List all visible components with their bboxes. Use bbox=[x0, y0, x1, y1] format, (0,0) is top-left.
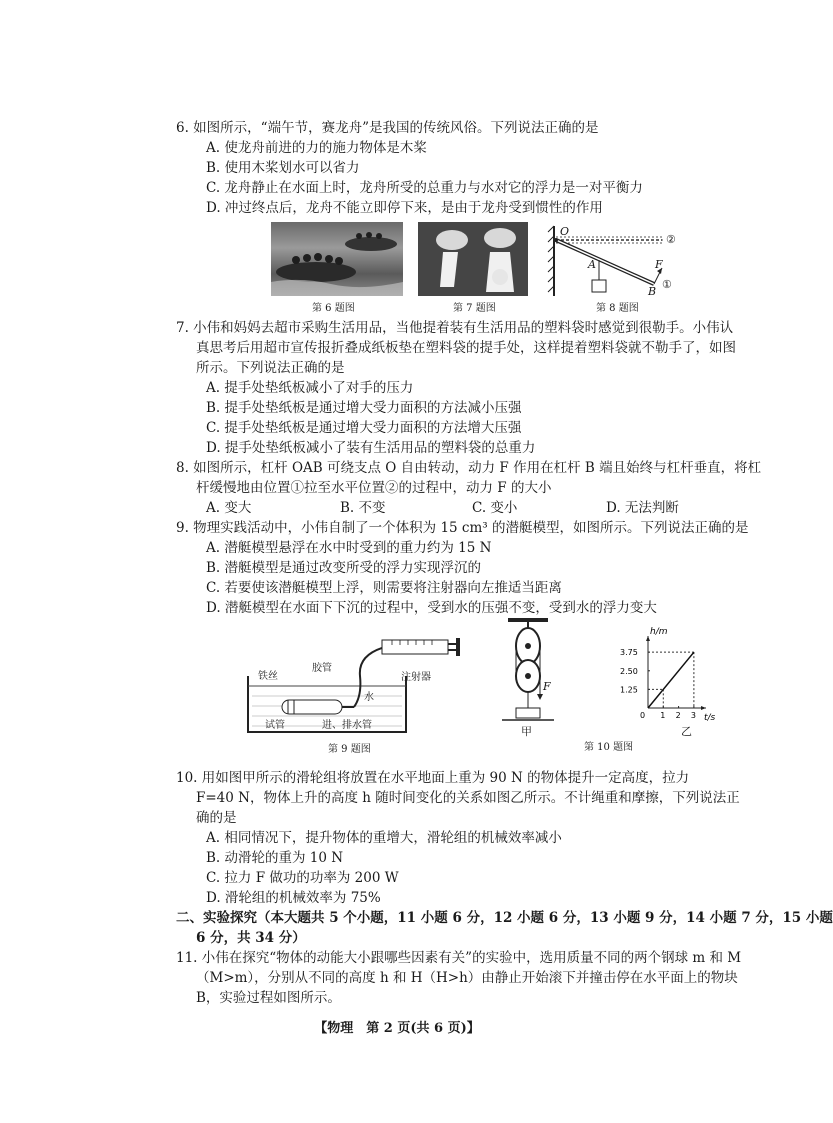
q7-stem-line-3: 所示。下列说法正确的是 bbox=[196, 360, 345, 376]
q7-stem-line-1: 7. 小伟和妈妈去超市采购生活用品，当他提着装有生活用品的塑料袋时感觉到很勒手。小伟认 bbox=[176, 320, 734, 336]
fig9-label-wire: 铁丝 bbox=[258, 671, 278, 682]
q8-option-c: C. 变小 bbox=[472, 500, 518, 516]
x-tick-label: 0 bbox=[640, 711, 646, 720]
fig9-label-pipe: 进、排水管 bbox=[322, 720, 372, 731]
q9-option-c: C. 若要使该潜艇模型上浮，则需要将注射器向左推适当距离 bbox=[206, 580, 562, 596]
x-tick-label: 3 bbox=[690, 711, 696, 720]
page-footer: 【物理 第 2 页(共 6 页)】 bbox=[314, 1021, 480, 1036]
q11-stem-line-1: 11. 小伟在探究“物体的动能大小跟哪些因素有关”的实验中，选用质量不同的两个钢球 m 和 M bbox=[176, 950, 742, 966]
q10-option-d: D. 滑轮组的机械效率为 75% bbox=[206, 890, 381, 906]
q7-option-a: A. 提手处垫纸板减小了对手的压力 bbox=[206, 380, 414, 396]
fig10-label-jia: 甲 bbox=[521, 725, 532, 738]
q6-stem: 6. 如图所示，“端午节，赛龙舟”是我国的传统风俗。下列说法正确的是 bbox=[176, 120, 599, 136]
fig9-label-tube: 胶管 bbox=[312, 663, 332, 674]
paper-bag-image bbox=[418, 222, 528, 296]
y-axis-label: h/m bbox=[650, 627, 668, 637]
section2-heading-line-1: 二、实验探究（本大题共 5 个小题，11 小题 6 分，12 小题 6 分，13 小题 9 分，14 小题 7 分，15 小题 bbox=[176, 910, 833, 926]
q6-option-a: A. 使龙舟前进的力的施力物体是木桨 bbox=[206, 140, 427, 156]
fig6-caption: 第 6 题图 bbox=[312, 303, 355, 314]
q10-stem-line-3: 确的是 bbox=[196, 810, 237, 826]
x-tick-label: 1 bbox=[660, 711, 666, 720]
height-time-chart-svg bbox=[614, 626, 714, 724]
fig10-caption: 第 10 题图 bbox=[584, 742, 634, 753]
q10-stem-line-2: F=40 N，物体上升的高度 h 随时间变化的关系如图乙所示。不计绳重和摩擦，下列说法正 bbox=[196, 790, 740, 806]
q8-option-d: D. 无法判断 bbox=[606, 500, 679, 516]
dragon-boat-photo bbox=[271, 222, 403, 296]
series-line bbox=[648, 652, 694, 708]
q11-stem-line-3: B，实验过程如图所示。 bbox=[196, 990, 341, 1006]
x-tick-label: 2 bbox=[675, 711, 681, 720]
q9-option-b: B. 潜艇模型是通过改变所受的浮力实现浮沉的 bbox=[206, 560, 482, 576]
q10-option-c: C. 拉力 F 做功的功率为 200 W bbox=[206, 870, 399, 886]
q8-option-b: B. 不变 bbox=[340, 500, 386, 516]
q7-option-d: D. 提手处垫纸板减小了装有生活用品的塑料袋的总重力 bbox=[206, 440, 536, 456]
q8-stem-line-2: 杆缓慢地由位置①拉至水平位置②的过程中，动力 F 的大小 bbox=[196, 480, 552, 496]
pulley-diagram bbox=[502, 618, 554, 724]
fig7-caption: 第 7 题图 bbox=[453, 303, 496, 314]
section2-heading-line-2: 6 分，共 34 分） bbox=[196, 930, 306, 946]
lever-label-b: B bbox=[648, 285, 657, 298]
dragon-boat-image bbox=[271, 222, 403, 296]
fig9-label-syringe: 注射器 bbox=[401, 672, 431, 683]
q7-option-b: B. 提手处垫纸板是通过增大受力面积的方法减小压强 bbox=[206, 400, 522, 416]
y-tick-label: 3.75 bbox=[620, 648, 638, 658]
q7-option-c: C. 提手处垫纸板是通过增大受力面积的方法增大压强 bbox=[206, 420, 522, 436]
height-time-chart bbox=[614, 626, 714, 724]
lever-position-2: ② bbox=[666, 233, 676, 246]
x-axis-label: t/s bbox=[704, 713, 716, 723]
q9-option-d: D. 潜艇模型在水面下下沉的过程中，受到水的压强不变，受到水的浮力变大 bbox=[206, 600, 657, 616]
fig9-caption: 第 9 题图 bbox=[328, 744, 371, 755]
pulley-figure bbox=[502, 618, 554, 724]
q6-option-c: C. 龙舟静止在水面上时，龙舟所受的总重力与水对它的浮力是一对平衡力 bbox=[206, 180, 643, 196]
q8-option-a: A. 变大 bbox=[206, 500, 252, 516]
fig9-label-water: 水 bbox=[364, 692, 374, 703]
fig8-caption: 第 8 题图 bbox=[596, 303, 639, 314]
y-tick-label: 1.25 bbox=[620, 685, 638, 695]
lever-label-a: A bbox=[588, 258, 596, 271]
q6-option-d: D. 冲过终点后，龙舟不能立即停下来，是由于龙舟受到惯性的作用 bbox=[206, 200, 603, 216]
q8-stem-line-1: 8. 如图所示，杠杆 OAB 可绕支点 O 自由转动，动力 F 作用在杠杆 B 端且始终与杠杆垂直，将杠 bbox=[176, 460, 762, 476]
fig10-label-yi: 乙 bbox=[681, 725, 692, 738]
paper-bag-photo bbox=[418, 222, 528, 296]
q7-stem-line-2: 真思考后用超市宣传报折叠成纸板垫在塑料袋的提手处，这样提着塑料袋就不勒手了，如图 bbox=[196, 340, 736, 356]
lever-label-f: F bbox=[655, 258, 663, 271]
q10-option-b: B. 动滑轮的重为 10 N bbox=[206, 850, 344, 866]
lever-label-o: O bbox=[560, 225, 570, 238]
q10-option-a: A. 相同情况下，提升物体的重增大，滑轮组的机械效率减小 bbox=[206, 830, 562, 846]
pulley-label-f: F bbox=[543, 680, 551, 693]
q11-stem-line-2: （M>m），分别从不同的高度 h 和 H（H>h）由静止开始滚下并撞击停在水平面上的物块 bbox=[196, 970, 738, 986]
q10-stem-line-1: 10. 用如图甲所示的滑轮组将放置在水平地面上重为 90 N 的物体提升一定高度，拉力 bbox=[176, 770, 690, 786]
x-axis-arrow bbox=[701, 706, 706, 710]
q9-option-a: A. 潜艇模型悬浮在水中时受到的重力约为 15 N bbox=[206, 540, 492, 556]
q9-stem: 9. 物理实践活动中，小伟自制了一个体积为 15 cm³ 的潜艇模型，如图所示。下列说法正确的是 bbox=[176, 520, 749, 536]
lever-position-1: ① bbox=[662, 278, 672, 291]
y-tick-label: 2.50 bbox=[620, 666, 638, 676]
fig9-label-testtube: 试管 bbox=[265, 720, 285, 731]
q6-option-b: B. 使用木桨划水可以省力 bbox=[206, 160, 360, 176]
